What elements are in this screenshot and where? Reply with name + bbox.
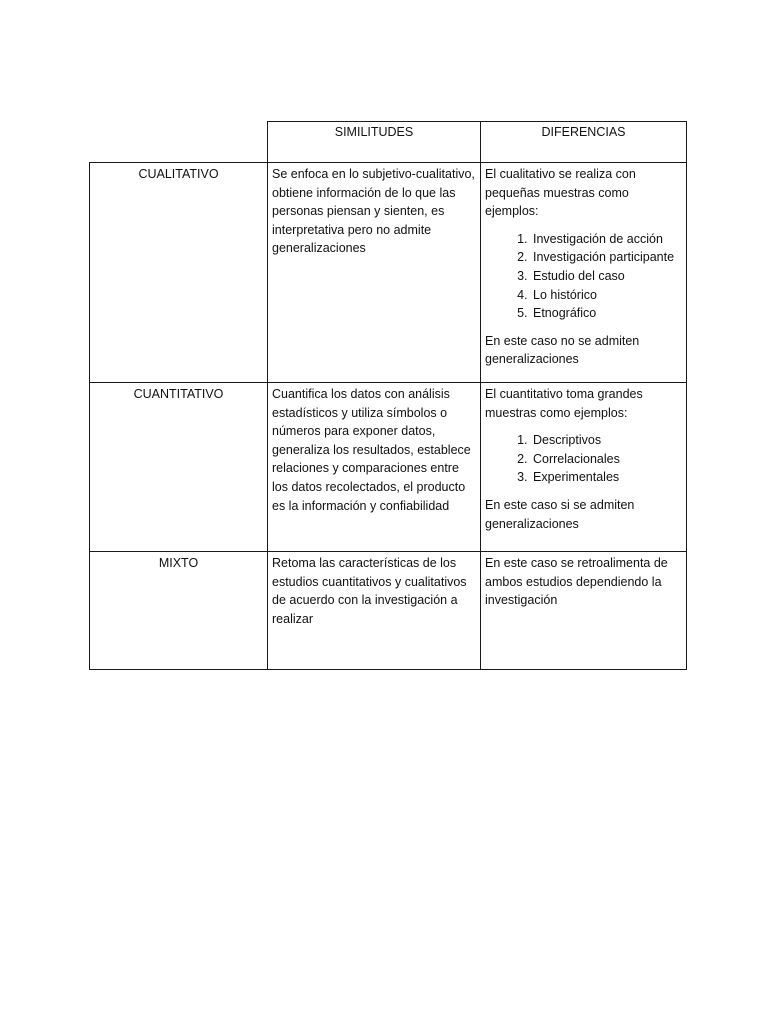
header-diferencias: DIFERENCIAS (481, 122, 687, 163)
list-item: 4. Lo histórico (531, 286, 682, 305)
similitudes-cualitativo: Se enfoca en lo subjetivo-cualitativo, obtiene información de lo que las personas piensan y sienten, es interpretativa pero no admite generalizaciones (268, 163, 481, 383)
comparison-table (89, 121, 687, 670)
list-item: 2. Investigación participante (531, 248, 682, 267)
table-header-row (90, 122, 687, 163)
similitudes-cuantitativo: Cuantifica los datos con análisis estadísticos y utiliza símbolos o números para exponer datos, generaliza los resultados, establece relaciones y comparaciones entre los datos recolectados, el producto es la información y confiabilidad (268, 383, 481, 552)
diferencias-intro: El cuantitativo toma grandes muestras como ejemplos: (485, 387, 643, 420)
diferencias-intro: El cualitativo se realiza con pequeñas muestras como ejemplos: (485, 167, 636, 219)
list-item: 5. Etnográfico (531, 304, 682, 323)
tipos-list (485, 230, 682, 323)
diferencias-mixto (481, 552, 687, 670)
list-item: 3. Estudio del caso (531, 267, 682, 286)
list-item: 3. Experimentales (531, 468, 682, 487)
table-row-cualitativo (90, 163, 687, 383)
diferencias-outro: En este caso si se admiten generalizaciones (485, 497, 635, 531)
header-similitudes: SIMILITUDES (268, 122, 481, 163)
diferencias-cualitativo (481, 163, 687, 383)
table-row-mixto (90, 552, 687, 670)
row-label-mixto: MIXTO (90, 552, 268, 670)
diferencias-intro: En este caso se retroalimenta de ambos estudios dependiendo la investigación (485, 556, 668, 608)
header-corner-cell (90, 122, 268, 163)
diferencias-outro: En este caso no se admiten generalizaciones (485, 333, 640, 367)
row-label-cuantitativo: CUANTITATIVO (90, 383, 268, 552)
list-item: 1. Investigación de acción (531, 230, 682, 249)
diferencias-cuantitativo (481, 383, 687, 552)
row-label-cualitativo: CUALITATIVO (90, 163, 268, 383)
list-item: 2. Correlacionales (531, 450, 682, 469)
table-row-cuantitativo (90, 383, 687, 552)
tipos-list (485, 431, 682, 487)
similitudes-mixto: Retoma las características de los estudios cuantitativos y cualitativos de acuerdo con la investigación a realizar (268, 552, 481, 670)
list-item: 1. Descriptivos (531, 431, 682, 450)
